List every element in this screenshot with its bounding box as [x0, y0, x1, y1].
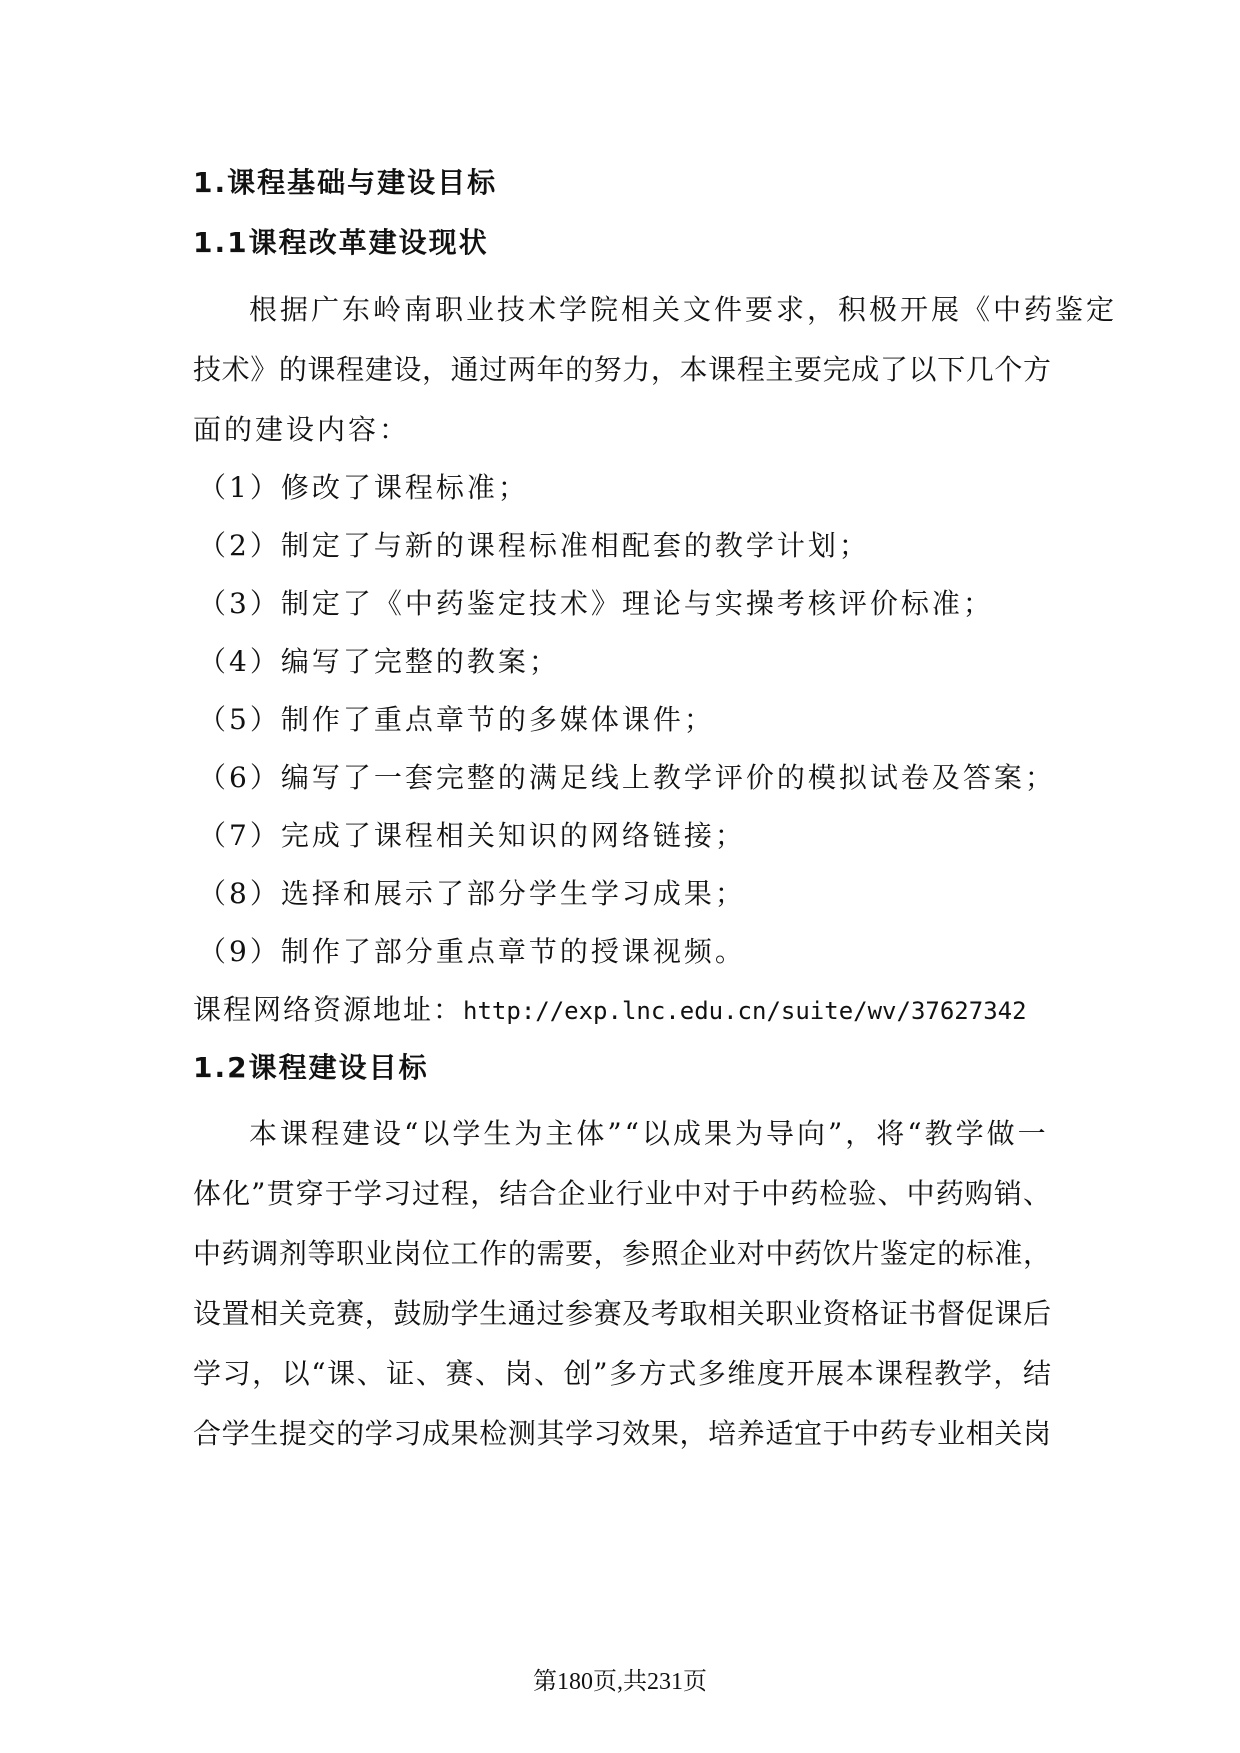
paragraph-2-line-6: 合学生提交的学习成果检测其学习效果，培养适宜于中药专业相关岗: [193, 1417, 1051, 1450]
list-item: （2）制定了与新的课程标准相配套的教学计划；: [198, 529, 870, 562]
list-item: （9）制作了部分重点章节的授课视频。: [198, 935, 746, 968]
list-item: （7）完成了课程相关知识的网络链接；: [198, 819, 746, 852]
paragraph-2-line-4: 设置相关竞赛，鼓励学生通过参赛及考取相关职业资格证书督促课后: [193, 1297, 1051, 1330]
list-item: （4）编写了完整的教案；: [198, 645, 560, 678]
list-item: （5）制作了重点章节的多媒体课件；: [198, 703, 715, 736]
paragraph-2-line-2: 体化”贯穿于学习过程，结合企业行业中对于中药检验、中药购销、: [193, 1177, 1051, 1210]
page-number-footer: 第180页,共231页: [533, 1669, 707, 1695]
list-item: （6）编写了一套完整的满足线上教学评价的模拟试卷及答案；: [198, 761, 1056, 794]
list-item: （1）修改了课程标准；: [198, 471, 529, 504]
paragraph-1-line-1: 根据广东岭南职业技术学院相关文件要求，积极开展《中药鉴定: [249, 293, 1118, 326]
resource-label: 课程网络资源地址：: [193, 993, 464, 1026]
list-item: （8）选择和展示了部分学生学习成果；: [198, 877, 746, 910]
paragraph-1-line-3: 面的建设内容：: [193, 413, 411, 446]
paragraph-2-line-1: 本课程建设“以学生为主体”“以成果为导向”，将“教学做一: [249, 1117, 1049, 1150]
resource-url-link[interactable]: http://exp.lnc.edu.cn/suite/wv/37627342: [463, 997, 1027, 1025]
list-item: （3）制定了《中药鉴定技术》理论与实操考核评价标准；: [198, 587, 994, 620]
paragraph-1-line-2: 技术》的课程建设，通过两年的努力，本课程主要完成了以下几个方: [193, 353, 1051, 386]
paragraph-2-line-5: 学习，以“课、证、赛、岗、创”多方式多维度开展本课程教学，结: [193, 1357, 1051, 1390]
resource-line: [193, 990, 1053, 1031]
section-heading-1-1: 1.1课程改革建设现状: [193, 226, 489, 259]
paragraph-2-line-3: 中药调剂等职业岗位工作的需要，参照企业对中药饮片鉴定的标准，: [193, 1237, 1051, 1270]
section-heading-1-2: 1.2课程建设目标: [193, 1051, 429, 1084]
section-heading-1: 1.课程基础与建设目标: [193, 166, 498, 199]
